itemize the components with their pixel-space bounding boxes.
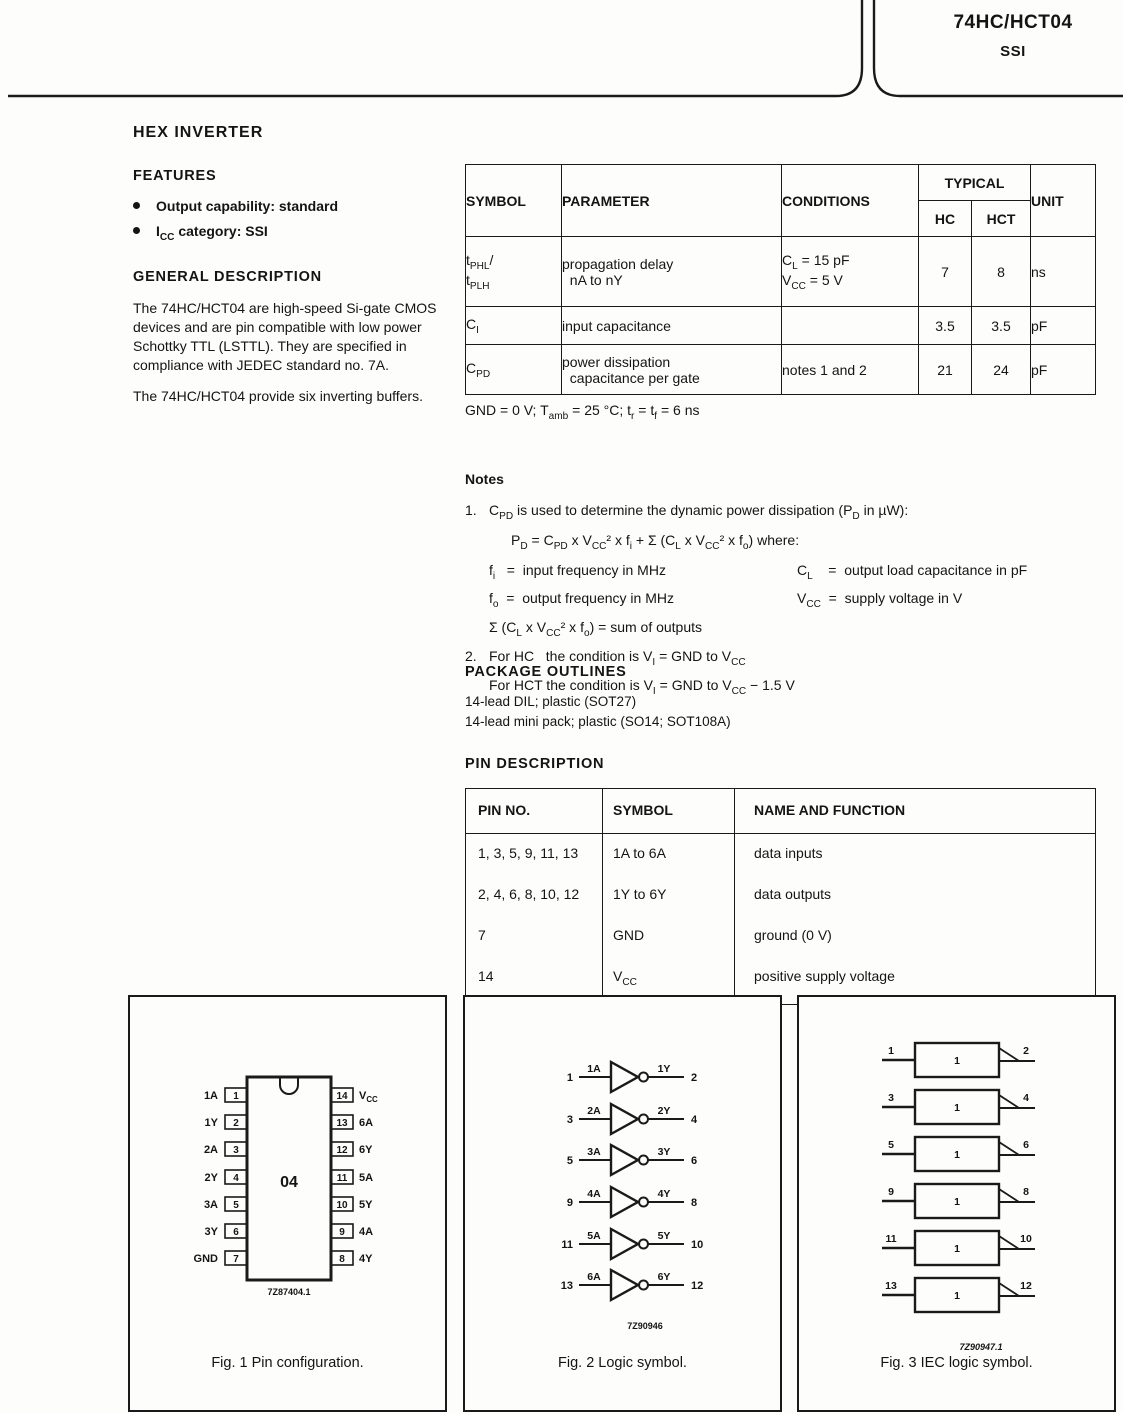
svg-text:10: 10 xyxy=(336,1200,348,1211)
category-label: SSI xyxy=(1000,43,1026,60)
cell-parameter: propagation delay nA to nY xyxy=(562,237,782,307)
svg-text:3: 3 xyxy=(566,1114,573,1126)
cell-pins: 1, 3, 5, 9, 11, 13 xyxy=(466,834,603,876)
note-number: 2. xyxy=(465,647,477,664)
svg-text:2: 2 xyxy=(691,1072,698,1084)
svg-text:4Y: 4Y xyxy=(657,1188,671,1200)
def-fi: $f_i$ = input frequency in MHz xyxy=(489,561,666,582)
svg-text:4A: 4A xyxy=(359,1226,374,1238)
svg-text:1: 1 xyxy=(954,1196,960,1208)
note2-line2: For HCT the condition is $V_I$ = GND to $V_{CC} - 1.5$ V xyxy=(489,676,795,697)
svg-text:7Z90947.1: 7Z90947.1 xyxy=(959,1342,1003,1352)
part-number: 74HC/HCT04 xyxy=(953,12,1073,33)
cell-symbol: $C_I$ xyxy=(466,307,562,345)
package-outline-line: 14-lead mini pack; plastic (SO14; SOT108A) xyxy=(465,714,731,729)
description-paragraph: The 74HC/HCT04 are high-speed Si-gate CMOS devices and are pin compatible with low power Schottky TTL (LSTTL). They are specified in compliance with JEDEC standard no. 7A. xyxy=(133,299,437,373)
description-paragraph: The 74HC/HCT04 provide six inverting buffers. xyxy=(133,387,423,404)
dip-package-diagram xyxy=(130,997,445,1347)
figure-3-iec-logic-symbol xyxy=(797,995,1116,1412)
svg-text:5A: 5A xyxy=(359,1172,374,1184)
feature-text: Output capability: standard xyxy=(156,198,339,214)
cell-pins: 14 xyxy=(466,957,603,1004)
svg-text:5: 5 xyxy=(888,1139,894,1151)
cell-pins: 2, 4, 6, 8, 10, 12 xyxy=(466,875,603,916)
svg-text:1: 1 xyxy=(954,1055,960,1067)
svg-text:6: 6 xyxy=(233,1227,239,1238)
svg-text:2: 2 xyxy=(233,1118,239,1129)
svg-text:5: 5 xyxy=(566,1155,573,1167)
svg-text:3A: 3A xyxy=(203,1199,218,1211)
svg-text:14: 14 xyxy=(336,1091,348,1102)
cell-conditions: $C_L = 15$ pF $V_{CC} = 5$ V xyxy=(782,237,919,307)
def-cl: $C_L$ = output load capacitance in pF xyxy=(797,561,1028,582)
svg-text:12: 12 xyxy=(336,1145,348,1156)
cell-name: positive supply voltage xyxy=(735,957,1096,1004)
cell-name: data outputs xyxy=(735,875,1096,916)
svg-text:6: 6 xyxy=(1023,1139,1029,1151)
svg-text:1Y: 1Y xyxy=(204,1117,218,1129)
svg-text:9: 9 xyxy=(339,1227,345,1238)
col-header-hct: HCT xyxy=(972,201,1031,237)
cell-hc: 7 xyxy=(919,237,972,307)
characteristics-table xyxy=(465,164,1096,395)
table-row xyxy=(466,237,1096,307)
power-dissipation-formula: $P_D = C_{PD}$ x $V_{CC}^2$ x $f_i + \Sigma$ ($C_L$ x $V_{CC}^2$ x $f_o$) where: xyxy=(511,531,800,552)
col-header-symbol: SYMBOL xyxy=(603,789,735,834)
svg-text:6A: 6A xyxy=(587,1271,601,1283)
svg-text:13: 13 xyxy=(336,1118,348,1129)
svg-text:1: 1 xyxy=(233,1091,239,1102)
svg-text:5Y: 5Y xyxy=(657,1230,671,1242)
svg-text:3: 3 xyxy=(888,1092,894,1104)
svg-text:7Z90946: 7Z90946 xyxy=(627,1321,663,1331)
svg-text:6Y: 6Y xyxy=(657,1271,671,1283)
svg-text:1: 1 xyxy=(954,1243,960,1255)
svg-text:7: 7 xyxy=(233,1254,239,1265)
left-column xyxy=(133,124,463,418)
bullet-icon xyxy=(133,202,140,209)
cell-symbol: $C_{PD}$ xyxy=(466,345,562,395)
cell-symbol: 1A to 6A xyxy=(603,834,735,876)
svg-text:1: 1 xyxy=(888,1045,894,1057)
svg-text:10: 10 xyxy=(691,1239,704,1251)
figure-1-caption: Fig. 1 Pin configuration. xyxy=(211,1355,364,1371)
table-row xyxy=(466,345,1096,395)
svg-text:11: 11 xyxy=(561,1239,573,1251)
document-title-block xyxy=(903,12,1123,60)
feature-item xyxy=(133,223,463,243)
figure-2-logic-symbol xyxy=(463,995,782,1412)
pin-row xyxy=(466,834,1096,876)
bullet-icon xyxy=(133,227,140,234)
pin-description-heading: PIN DESCRIPTION xyxy=(465,756,605,772)
cell-hc: 3.5 xyxy=(919,307,972,345)
svg-text:4: 4 xyxy=(1023,1092,1029,1104)
svg-text:1: 1 xyxy=(566,1072,573,1084)
svg-text:1A: 1A xyxy=(587,1063,601,1075)
svg-text:13: 13 xyxy=(885,1280,897,1292)
iec-symbol-diagram xyxy=(799,997,1114,1353)
svg-text:5Y: 5Y xyxy=(359,1199,373,1211)
col-header-symbol: SYMBOL xyxy=(466,165,562,237)
svg-text:3: 3 xyxy=(233,1145,239,1156)
svg-text:2Y: 2Y xyxy=(657,1105,671,1117)
general-description-heading: GENERAL DESCRIPTION xyxy=(133,268,322,285)
svg-text:5A: 5A xyxy=(587,1230,601,1242)
cell-name: ground (0 V) xyxy=(735,916,1096,957)
table-row xyxy=(466,307,1096,345)
svg-text:4: 4 xyxy=(233,1173,239,1184)
svg-text:6A: 6A xyxy=(359,1117,374,1129)
notes-heading: Notes xyxy=(465,471,504,487)
cell-conditions: notes 1 and 2 xyxy=(782,345,919,395)
cell-hct: 3.5 xyxy=(972,307,1031,345)
svg-text:3Y: 3Y xyxy=(204,1226,218,1238)
svg-text:2Y: 2Y xyxy=(204,1172,218,1184)
cell-symbol: GND xyxy=(603,916,735,957)
svg-text:7Z87404.1: 7Z87404.1 xyxy=(267,1287,311,1297)
svg-text:8: 8 xyxy=(691,1197,698,1209)
svg-text:11: 11 xyxy=(336,1173,348,1184)
cell-unit: pF xyxy=(1031,307,1096,345)
cell-name: data inputs xyxy=(735,834,1096,876)
cell-unit: pF xyxy=(1031,345,1096,395)
page-title: HEX INVERTER xyxy=(133,124,264,141)
svg-text:3Y: 3Y xyxy=(657,1146,671,1158)
def-sum: Σ ($C_L$ x $V_{CC}^2$ x $f_o$) = sum of outputs xyxy=(489,619,703,639)
svg-text:04: 04 xyxy=(280,1174,298,1191)
figure-1-pin-configuration xyxy=(128,995,447,1412)
cell-hc: 21 xyxy=(919,345,972,395)
svg-text:5: 5 xyxy=(233,1200,239,1211)
svg-text:6: 6 xyxy=(691,1155,698,1167)
svg-text:1Y: 1Y xyxy=(657,1063,671,1075)
feature-item xyxy=(133,198,463,214)
svg-text:2A: 2A xyxy=(203,1144,218,1156)
svg-text:9: 9 xyxy=(566,1197,573,1209)
features-heading: FEATURES xyxy=(133,168,217,184)
svg-text:8: 8 xyxy=(1023,1186,1029,1198)
svg-text:2A: 2A xyxy=(587,1105,601,1117)
note1-intro: $C_{PD}$ is used to determine the dynamic power dissipation ($P_D$ in µW): xyxy=(489,502,909,522)
feature-text: $I_{CC}$ category: SSI xyxy=(156,223,268,243)
svg-text:11: 11 xyxy=(885,1233,897,1245)
cell-conditions xyxy=(782,307,919,345)
svg-text:12: 12 xyxy=(1020,1280,1032,1292)
cell-parameter: input capacitance xyxy=(562,307,782,345)
def-fo: $f_o$ = output frequency in MHz xyxy=(489,590,674,611)
svg-text:10: 10 xyxy=(1020,1233,1032,1245)
cell-hct: 8 xyxy=(972,237,1031,307)
figure-2-caption: Fig. 2 Logic symbol. xyxy=(558,1355,687,1371)
svg-text:4: 4 xyxy=(691,1114,698,1126)
svg-text:1A: 1A xyxy=(203,1090,218,1102)
svg-text:VCC: $V_{CC}$ xyxy=(359,1090,378,1104)
def-vcc: $V_{CC}$ = supply voltage in V xyxy=(797,590,963,611)
svg-text:GND: GND xyxy=(193,1253,218,1265)
svg-text:1: 1 xyxy=(954,1149,960,1161)
svg-text:4A: 4A xyxy=(587,1188,601,1200)
package-outline-line: 14-lead DIL; plastic (SOT27) xyxy=(465,694,637,709)
svg-text:6Y: 6Y xyxy=(359,1144,373,1156)
svg-text:8: 8 xyxy=(339,1254,345,1265)
package-outlines-section xyxy=(465,664,731,732)
cell-parameter: power dissipation capacitance per gate xyxy=(562,345,782,395)
cell-symbol: $V_{CC}$ xyxy=(603,957,735,1004)
col-header-parameter: PARAMETER xyxy=(562,165,782,237)
col-header-pin-no: PIN NO. xyxy=(466,789,603,834)
figure-3-caption: Fig. 3 IEC logic symbol. xyxy=(880,1355,1033,1371)
svg-text:2: 2 xyxy=(1023,1045,1029,1057)
note-1 xyxy=(465,499,1105,645)
package-outlines-heading: PACKAGE OUTLINES xyxy=(465,664,627,680)
pin-row xyxy=(466,875,1096,916)
svg-text:3A: 3A xyxy=(587,1146,601,1158)
test-conditions-footnote: GND = 0 V; $T_{amb} = 25$ °C; $t_r = t_f = 6$ ns xyxy=(465,402,700,422)
col-header-unit: UNIT xyxy=(1031,165,1096,237)
cell-unit: ns xyxy=(1031,237,1096,307)
col-header-name-function: NAME AND FUNCTION xyxy=(735,789,1096,834)
cell-pins: 7 xyxy=(466,916,603,957)
svg-text:13: 13 xyxy=(560,1280,573,1292)
svg-text:4Y: 4Y xyxy=(359,1253,373,1265)
cell-hct: 24 xyxy=(972,345,1031,395)
pin-row xyxy=(466,916,1096,957)
svg-text:1: 1 xyxy=(954,1102,960,1114)
col-header-typical: TYPICAL xyxy=(919,165,1031,201)
svg-text:1: 1 xyxy=(954,1290,960,1302)
pin-description-table xyxy=(465,788,1096,1005)
col-header-hc: HC xyxy=(919,201,972,237)
svg-text:9: 9 xyxy=(888,1186,894,1198)
cell-symbol: 1Y to 6Y xyxy=(603,875,735,916)
svg-text:12: 12 xyxy=(691,1280,704,1292)
note2-line1: For HC the condition is $V_I$ = GND to $V_{CC}$ xyxy=(489,647,746,668)
cell-symbol: $t_{PHL}/$ $t_{PLH}$ xyxy=(466,237,562,307)
note-number: 1. xyxy=(465,502,477,518)
inverter-gates-diagram xyxy=(465,997,780,1347)
col-header-conditions: CONDITIONS xyxy=(782,165,919,237)
